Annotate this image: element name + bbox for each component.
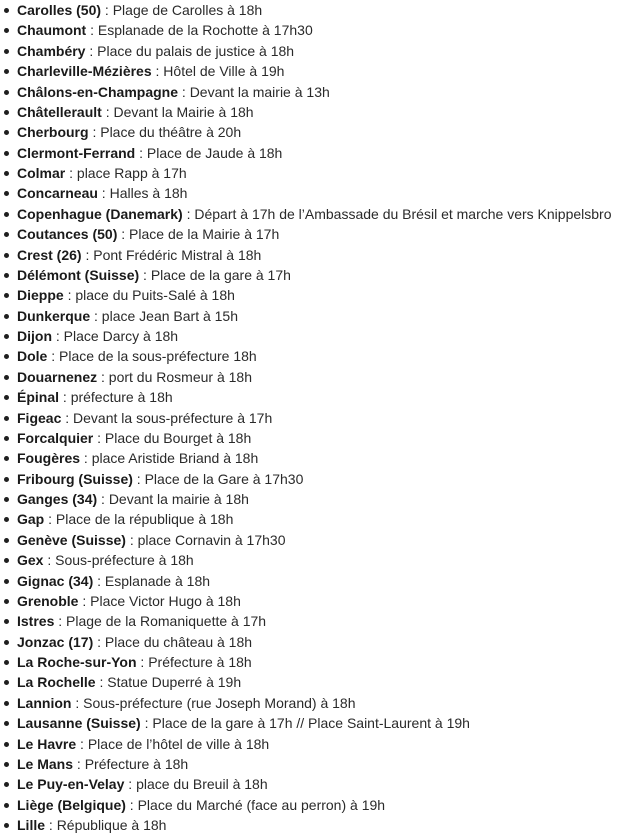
list-item xyxy=(0,734,636,754)
event-detail: Place de l’hôtel de ville à 18h xyxy=(87,735,270,752)
city-name: Châtellerault xyxy=(17,103,102,120)
city-name: Lannion xyxy=(17,694,72,711)
city-name: Lausanne (Suisse) xyxy=(17,715,141,732)
city-name: Le Havre xyxy=(17,735,77,752)
separator: : xyxy=(125,531,138,548)
city-name: Carolles (50) xyxy=(17,2,102,18)
city-name: Épinal xyxy=(17,389,60,406)
separator: : xyxy=(136,654,149,670)
list-item xyxy=(0,224,636,244)
event-detail: place Rapp à 17h xyxy=(76,165,187,181)
city-name: Fougères xyxy=(17,450,81,467)
separator: : xyxy=(139,266,151,283)
separator: : xyxy=(117,226,130,243)
city-name: Concarneau xyxy=(17,185,98,202)
list-item xyxy=(0,245,636,265)
separator: : xyxy=(97,368,109,385)
list-item xyxy=(0,795,636,815)
event-detail: place Jean Bart à 15h xyxy=(101,307,239,324)
event-detail: Place du théâtre à 20h xyxy=(100,124,242,141)
event-detail: place du Breuil à 18h xyxy=(136,776,268,793)
separator: : xyxy=(124,776,137,793)
list-item xyxy=(0,204,636,224)
separator: : xyxy=(52,328,64,344)
separator: : xyxy=(80,450,92,467)
event-detail: Devant la mairie à 18h xyxy=(108,491,249,507)
event-detail: Sous-préfecture à 18h xyxy=(55,552,194,569)
separator: : xyxy=(101,103,114,120)
list-item xyxy=(0,815,636,835)
list-item xyxy=(0,102,636,122)
city-name: Liège (Belgique) xyxy=(17,796,126,813)
event-detail: place du Puits-Salé à 18h xyxy=(75,287,235,304)
city-name: Lille xyxy=(17,817,46,833)
event-detail: Place du Marché (face au perron) à 19h xyxy=(137,796,386,813)
city-name: Dieppe xyxy=(17,287,64,304)
city-name: Grenoble xyxy=(17,592,79,609)
separator: : xyxy=(90,307,102,324)
list-item xyxy=(0,489,636,509)
separator: : xyxy=(140,715,153,732)
event-detail: Place Darcy à 18h xyxy=(63,328,179,344)
separator: : xyxy=(151,63,164,80)
event-detail: Devant la sous-préfecture à 17h xyxy=(73,409,273,426)
list-item xyxy=(0,591,636,611)
list-item xyxy=(0,713,636,733)
event-detail: République à 18h xyxy=(56,817,167,833)
event-detail: Esplanade de la Rochotte à 17h30 xyxy=(97,22,313,39)
list-item xyxy=(0,530,636,550)
city-name: Genève (Suisse) xyxy=(17,531,126,548)
event-detail: Plage de la Romaniquette à 17h xyxy=(66,613,267,630)
event-detail: Préfecture à 18h xyxy=(84,755,189,772)
city-name: Dijon xyxy=(17,328,52,344)
list-item xyxy=(0,774,636,794)
separator: : xyxy=(71,694,84,711)
separator: : xyxy=(78,592,91,609)
list-item xyxy=(0,632,636,652)
event-detail: Place de la sous-préfecture 18h xyxy=(59,348,257,365)
city-name: Le Puy-en-Velay xyxy=(17,776,125,793)
city-name: Gignac (34) xyxy=(17,572,94,589)
event-detail: Place du Bourget à 18h xyxy=(104,429,252,446)
list-item xyxy=(0,428,636,448)
list-item xyxy=(0,306,636,326)
separator: : xyxy=(101,2,113,18)
city-name: Délémont (Suisse) xyxy=(17,266,140,283)
separator: : xyxy=(97,491,109,507)
event-detail: Départ à 17h de l’Ambassade du Brésil et marche vers Knippelsbro xyxy=(194,205,612,222)
list-item xyxy=(0,367,636,387)
city-name: Ganges (34) xyxy=(17,491,98,507)
event-detail: Place Victor Hugo à 18h xyxy=(90,592,241,609)
separator: : xyxy=(95,674,108,691)
city-name: Crest (26) xyxy=(17,246,82,263)
separator: : xyxy=(44,511,56,528)
list-item xyxy=(0,550,636,570)
list-item xyxy=(0,82,636,102)
event-detail: Statue Duperré à 19h xyxy=(107,674,242,691)
city-name: Forcalquier xyxy=(17,429,94,446)
event-detail: Pont Frédéric Mistral à 18h xyxy=(93,246,262,263)
list-item xyxy=(0,509,636,529)
separator: : xyxy=(88,124,101,141)
city-name: Chaumont xyxy=(17,22,87,39)
event-detail: Devant la mairie à 13h xyxy=(189,83,330,100)
separator: : xyxy=(85,42,98,59)
city-name: La Rochelle xyxy=(17,674,96,691)
separator: : xyxy=(54,613,67,630)
list-item xyxy=(0,693,636,713)
event-detail: place Cornavin à 17h30 xyxy=(137,531,286,548)
list-item xyxy=(0,652,636,672)
event-detail: port du Rosmeur à 18h xyxy=(108,368,252,385)
event-detail: place Aristide Briand à 18h xyxy=(91,450,259,467)
list-item xyxy=(0,163,636,183)
city-name: Chambéry xyxy=(17,42,86,59)
separator: : xyxy=(125,796,138,813)
city-name: Cherbourg xyxy=(17,124,89,141)
list-item xyxy=(0,0,636,20)
separator: : xyxy=(93,633,105,650)
separator: : xyxy=(65,165,77,181)
event-detail: Préfecture à 18h xyxy=(148,654,252,670)
separator: : xyxy=(132,470,145,487)
event-detail: Place de la Gare à 17h30 xyxy=(144,470,304,487)
event-detail: Plage de Carolles à 18h xyxy=(112,2,263,18)
list-item xyxy=(0,183,636,203)
city-name: Fribourg (Suisse) xyxy=(17,470,133,487)
list-item xyxy=(0,285,636,305)
list-item xyxy=(0,265,636,285)
event-detail: Place du palais de justice à 18h xyxy=(97,42,295,59)
separator: : xyxy=(93,572,105,589)
list-item xyxy=(0,143,636,163)
city-name: Figeac xyxy=(17,409,62,426)
separator: : xyxy=(73,755,85,772)
separator: : xyxy=(97,185,110,202)
list-item xyxy=(0,41,636,61)
list-item xyxy=(0,448,636,468)
list-item xyxy=(0,408,636,428)
event-detail: Place de la gare à 17h // Place Saint-Laurent à 19h xyxy=(152,715,470,732)
city-name: Colmar xyxy=(17,165,66,181)
city-name: Dunkerque xyxy=(17,307,91,324)
event-detail: Sous-préfecture (rue Joseph Morand) à 18h xyxy=(83,694,356,711)
event-detail: Place de la Mairie à 17h xyxy=(129,226,280,243)
separator: : xyxy=(76,735,88,752)
city-name: Jonzac (17) xyxy=(17,633,94,650)
list-item xyxy=(0,346,636,366)
list-item xyxy=(0,611,636,631)
list-item xyxy=(0,672,636,692)
city-name: Copenhague (Danemark) xyxy=(17,205,183,222)
separator: : xyxy=(43,552,56,569)
separator: : xyxy=(182,205,195,222)
separator: : xyxy=(59,389,71,406)
event-detail: Place de la république à 18h xyxy=(55,511,234,528)
separator: : xyxy=(135,144,147,161)
separator: : xyxy=(178,83,190,100)
list-item xyxy=(0,571,636,591)
list-item xyxy=(0,122,636,142)
separator: : xyxy=(81,246,94,263)
city-name: Le Mans xyxy=(17,755,74,772)
list-item xyxy=(0,326,636,346)
city-name: Dole xyxy=(17,348,48,365)
separator: : xyxy=(93,429,105,446)
event-detail: Hôtel de Ville à 19h xyxy=(163,63,285,80)
list-item xyxy=(0,61,636,81)
city-name: Istres xyxy=(17,613,55,630)
separator: : xyxy=(61,409,74,426)
city-name: Châlons-en-Champagne xyxy=(17,83,179,100)
event-detail: Place de Jaude à 18h xyxy=(146,144,283,161)
event-detail: Esplanade à 18h xyxy=(104,572,211,589)
event-detail: Place du château à 18h xyxy=(104,633,253,650)
event-detail: Place de la gare à 17h xyxy=(150,266,291,283)
separator: : xyxy=(47,348,60,365)
event-detail: Halles à 18h xyxy=(109,185,188,202)
event-detail: préfecture à 18h xyxy=(70,389,173,406)
list-item xyxy=(0,387,636,407)
city-name: Gex xyxy=(17,552,44,569)
event-detail: Devant la Mairie à 18h xyxy=(113,103,254,120)
list-item xyxy=(0,469,636,489)
city-name: Gap xyxy=(17,511,45,528)
city-name: Coutances (50) xyxy=(17,226,118,243)
list-item xyxy=(0,20,636,40)
city-name: Charleville-Mézières xyxy=(17,63,152,80)
list-item xyxy=(0,754,636,774)
separator: : xyxy=(45,817,57,833)
city-name: Douarnenez xyxy=(17,368,98,385)
separator: : xyxy=(86,22,98,39)
city-name: Clermont-Ferrand xyxy=(17,144,136,161)
city-name: La Roche-sur-Yon xyxy=(17,654,137,670)
separator: : xyxy=(63,287,76,304)
